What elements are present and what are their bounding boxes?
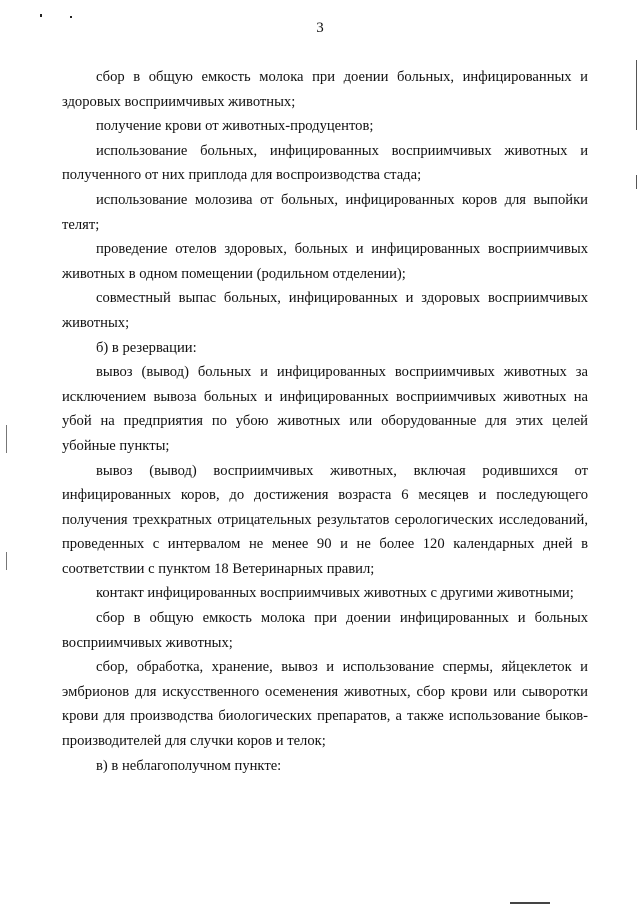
- scan-mark: [636, 175, 637, 189]
- paragraph: вывоз (вывод) восприимчивых животных, включая родившихся от инфицированных коров, до достижения возраста 6 месяцев и последующего получения трехкратных отрицательных результатов серологических исследований, проведенных с интервалом не менее 90 и не более 120 календарных дней в соответствии с пунктом 18 Ветеринарных правил;: [62, 462, 588, 577]
- scan-mark: [510, 902, 550, 904]
- scan-mark: [70, 16, 72, 18]
- paragraph: использование больных, инфицированных восприимчивых животных и полученного от них приплода для воспроизводства стада;: [62, 142, 588, 184]
- paragraph: сбор, обработка, хранение, вывоз и использование спермы, яйцеклеток и эмбрионов для искусственного осеменения животных, сбор крови или сыворотки крови для производства биологических препаратов, а также использование быков-производителей для случки коров и телок;: [62, 659, 588, 750]
- scan-mark: [40, 14, 42, 17]
- scan-mark: [6, 552, 7, 570]
- paragraph: сбор в общую емкость молока при доении инфицированных и больных восприимчивых животных;: [62, 610, 588, 651]
- section-heading: в) в неблагополучном пункте:: [96, 757, 282, 774]
- paragraph: вывоз (вывод) больных и инфицированных восприимчивых животных за исключением вывоза больных и инфицированных восприимчивых животных на убой на предприятия по убою животных или оборудованные для этих целей убойные пункты;: [62, 364, 588, 454]
- paragraph: сбор в общую емкость молока при доении больных, инфицированных и здоровых восприимчивых животных;: [62, 69, 588, 110]
- paragraph: использование молозива от больных, инфицированных коров для выпойки телят;: [62, 191, 588, 233]
- section-heading: б) в резервации:: [96, 339, 197, 356]
- scan-mark: [636, 60, 637, 130]
- paragraph: совместный выпас больных, инфицированных и здоровых восприимчивых животных;: [62, 290, 588, 331]
- paragraph: получение крови от животных-продуцентов;: [96, 118, 374, 135]
- paragraph: контакт инфицированных восприимчивых животных с другими животными;: [96, 585, 574, 602]
- paragraph: проведение отелов здоровых, больных и инфицированных восприимчивых животных в одном помещении (родильном отделении);: [62, 241, 588, 282]
- scan-mark: [6, 425, 7, 453]
- page-number: 3: [316, 20, 324, 36]
- document-body: [62, 65, 588, 778]
